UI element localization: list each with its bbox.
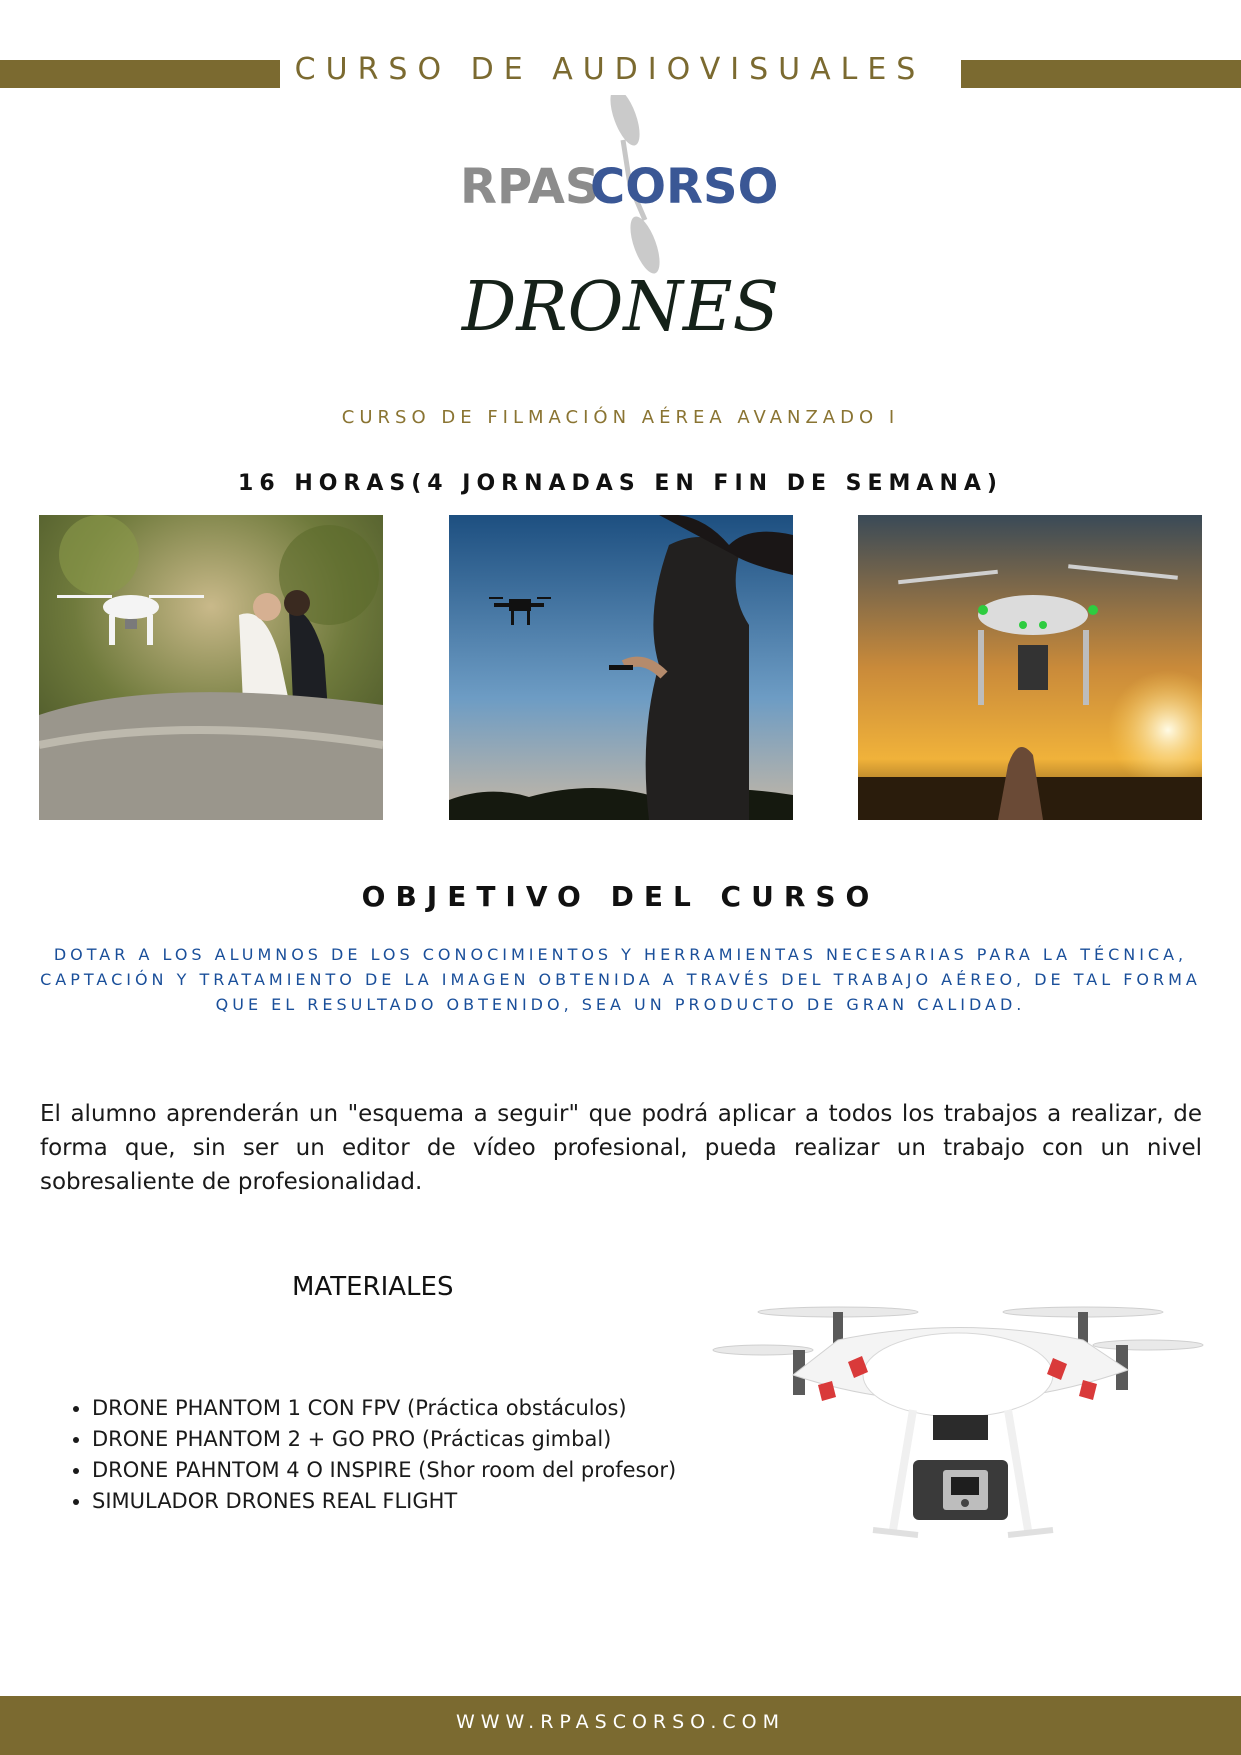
materials-list bbox=[62, 1393, 676, 1517]
phantom-drone-image bbox=[708, 1290, 1213, 1565]
rpascorso-logo bbox=[455, 95, 785, 275]
list-item: • SIMULADOR DRONES REAL FLIGHT bbox=[92, 1486, 676, 1517]
header-title: CURSO DE AUDIOVISUALES bbox=[294, 52, 926, 87]
list-item: • DRONE PAHNTOM 4 O INSPIRE (Shor room del profesor) bbox=[92, 1455, 676, 1486]
list-item: • DRONE PHANTOM 2 + GO PRO (Prácticas gimbal) bbox=[92, 1424, 676, 1455]
footer-website-link[interactable]: WWW.RPASCORSO.COM bbox=[455, 1711, 786, 1733]
course-subtitle: CURSO DE FILMACIÓN AÉREA AVANZADO I bbox=[341, 407, 900, 428]
photo-wedding-drone bbox=[39, 515, 383, 820]
photo-sunset-drone bbox=[858, 515, 1202, 820]
list-item: • DRONE PHANTOM 1 CON FPV (Práctica obstáculos) bbox=[92, 1393, 676, 1424]
objective-title: OBJETIVO DEL CURSO bbox=[361, 880, 880, 913]
course-title: DRONES bbox=[461, 268, 780, 347]
materials-title: MATERIALES bbox=[292, 1272, 454, 1302]
objective-text: DOTAR A LOS ALUMNOS DE LOS CONOCIMIENTOS Y HERRAMIENTAS NECESARIAS PARA LA TÉCNICA, CAPTACIÓN Y TRATAMIENTO DE LA IMAGEN OBTENIDA A TRAVÉS DEL TRABAJO AÉREO, DE TAL FORMA QUE EL RESULTADO OBTENIDO, SEA UN PRODUCTO DE GRAN CALIDAD. bbox=[40, 945, 1201, 1014]
course-description: El alumno aprenderán un "esquema a seguir" que podrá aplicar a todos los trabajos a realizar, de forma que, sin ser un editor de vídeo profesional, pueda realizar un trabajo con un nivel sobresaliente de profesionalidad. bbox=[40, 1101, 1202, 1195]
logo-text-rpas: RPAS bbox=[460, 159, 600, 215]
logo-text-corso: CORSO bbox=[590, 159, 779, 215]
header-bar-left bbox=[0, 60, 280, 88]
course-hours: 16 HORAS(4 JORNADAS EN FIN DE SEMANA) bbox=[238, 471, 1003, 496]
header-bar-right bbox=[961, 60, 1241, 88]
photo-woman-drone bbox=[449, 515, 793, 820]
